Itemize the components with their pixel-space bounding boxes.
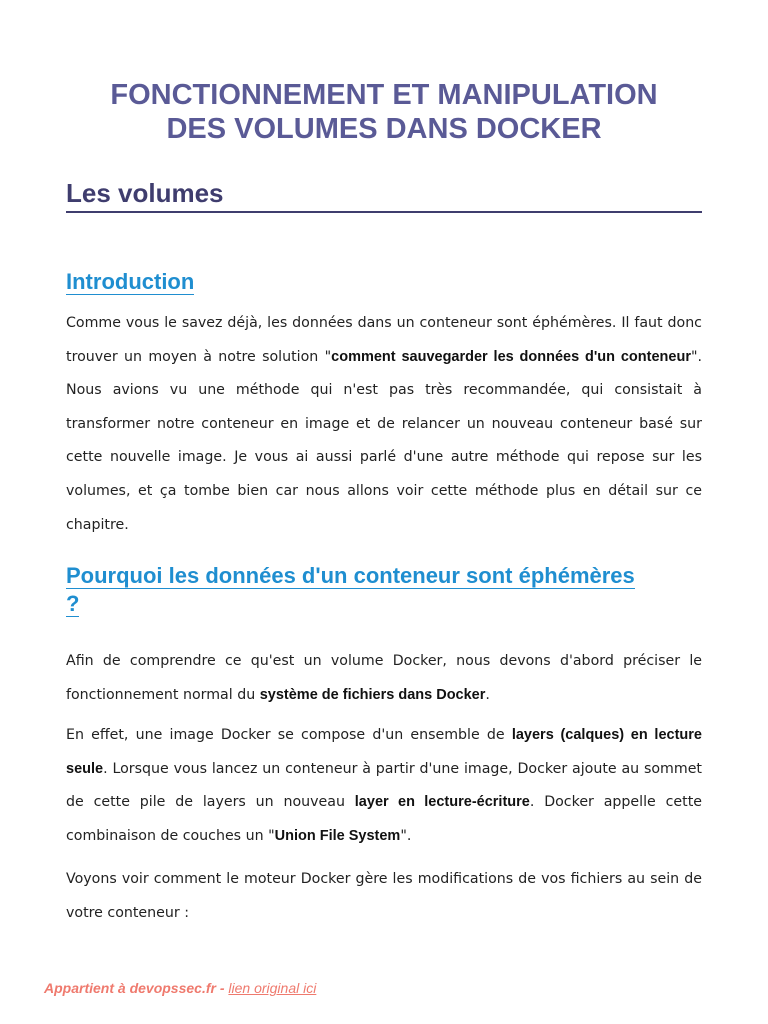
document-title (60, 78, 708, 146)
why-p2-text-3: . Docker appelle cette combinaison de couches un " (66, 794, 702, 844)
intro-text-1: Comme vous le savez déjà, les données dans un conteneur sont éphémères. Il faut donc trouver un moyen à notre solution " (66, 315, 702, 365)
intro-bold-1: comment sauvegarder les données d'un conteneur (331, 348, 691, 365)
intro-heading (66, 269, 194, 295)
why-p2-text-2: . Lorsque vous lancez un conteneur à partir d'une image, Docker ajoute au sommet de cette pile de layers un nouveau (66, 760, 702, 811)
intro-heading-text: Introduction (66, 269, 195, 294)
original-link[interactable]: lien original ici (228, 980, 317, 996)
why-heading-line1: Pourquoi les données d'un conteneur sont éphémères (66, 563, 635, 588)
why-p2-bold-1: layers (calques) en lecture seule (66, 727, 702, 777)
why-paragraph-2 (66, 719, 702, 853)
document-title-line2: DES VOLUMES DANS DOCKER (166, 113, 602, 145)
intro-paragraph (66, 307, 702, 542)
footer-attribution (44, 980, 316, 996)
section-title: Les volumes (66, 176, 702, 213)
why-heading-line2: ? (66, 591, 80, 616)
why-p2-text-4: ". (400, 827, 412, 844)
why-p1-text-1: Afin de comprendre ce qu'est un volume Docker, nous devons d'abord préciser le fonctionnement normal du (66, 653, 702, 703)
why-p1-text-2: . (485, 686, 490, 703)
why-p2-text-1: En effet, une image Docker se compose d'un ensemble de (66, 727, 512, 743)
intro-text-2: ". Nous avions vu une méthode qui n'est pas très recommandée, qui consistait à transformer notre conteneur en image et de relancer un nouveau conteneur basé sur cette nouvelle image. Je vous ai aussi parlé d'une autre méthode qui repose sur les volumes, et ça tombe bien car nous allons voir cette méthode plus en détail sur ce chapitre. (66, 348, 703, 533)
why-paragraph-3: Voyons voir comment le moteur Docker gère les modifications de vos fichiers au sein de votre conteneur : (66, 871, 702, 921)
footer-owner-text: Appartient à devopssec.fr - (44, 980, 229, 996)
why-p2-bold-2: layer en lecture-écriture (354, 794, 530, 811)
why-p2-bold-3: Union File System (274, 827, 401, 844)
why-heading (66, 562, 706, 618)
why-p1-bold-1: système de fichiers dans Docker (259, 686, 486, 703)
why-paragraph-1 (66, 645, 702, 712)
document-title-line1: FONCTIONNEMENT ET MANIPULATION (110, 79, 658, 111)
